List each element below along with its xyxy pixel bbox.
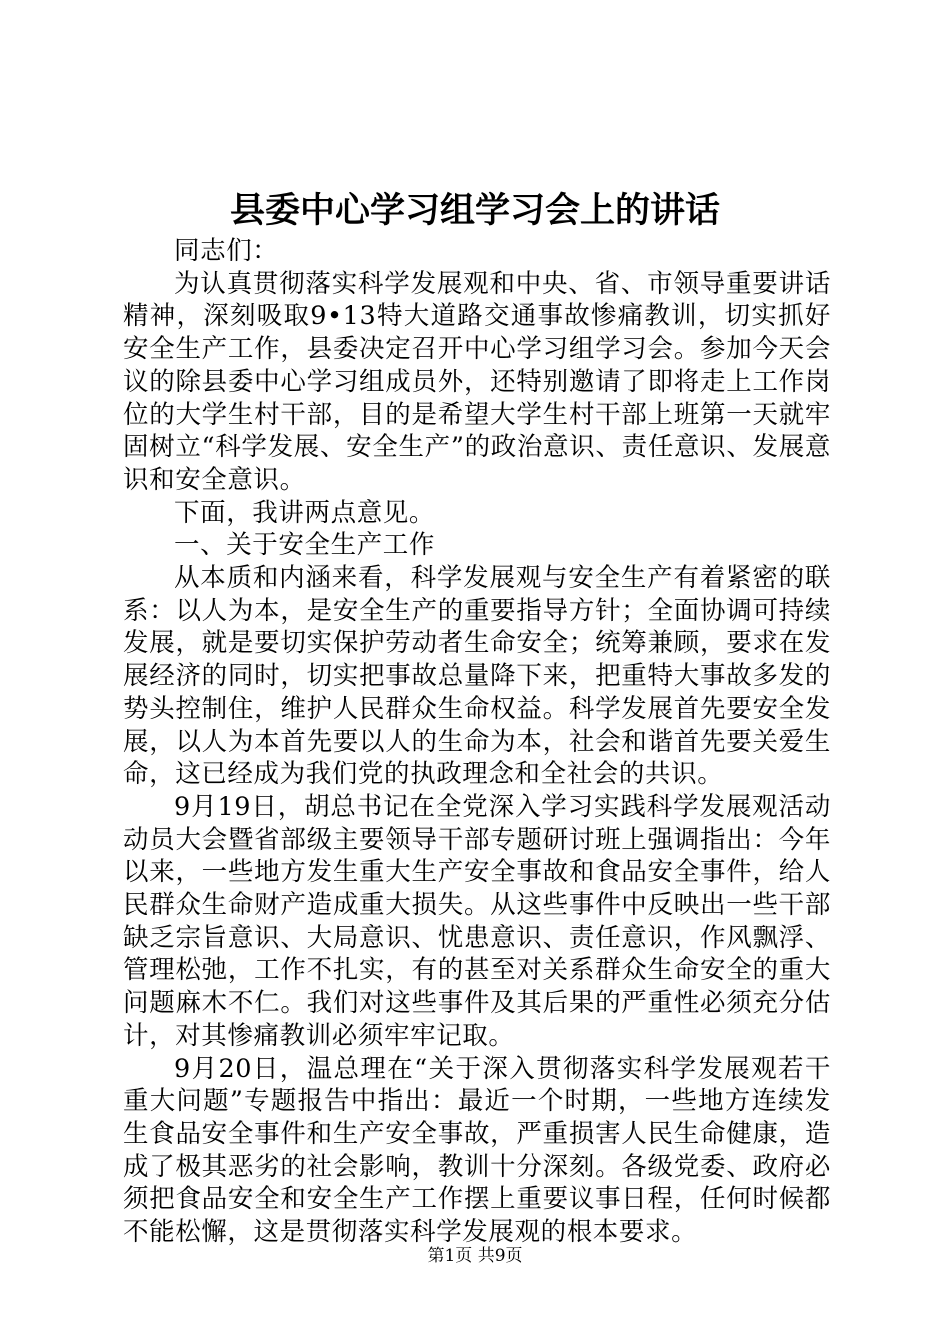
outline-paragraph: 下面，我讲两点意见。 xyxy=(174,497,436,528)
document-title: 县委中心学习组学习会上的讲话 xyxy=(229,190,720,231)
body-paragraph: 9月19日，胡总书记在全党深入学习实践科学发展观活动动员大会暨省部级主要领导干部专题研讨班上强调指出：今年以来，一些地方发生重大生产安全事故和食品安全事件，给人民群众生命财产造成重大损失。从这些事件中反映出一些干部缺乏宗旨意识、大局意识、忧患意识、责任意识，作风飘浮、管理松弛，工作不扎实，有的甚至对关系群众生命安全的重大问题麻木不仁。我们对这些事件及其后果的严重性必须充分估计，对其惨痛教训必须牢牢记取。 xyxy=(123,791,831,1051)
document-body xyxy=(123,235,831,1249)
section-heading: 一、关于安全生产工作 xyxy=(174,530,436,561)
intro-paragraph: 为认真贯彻落实科学发展观和中央、省、市领导重要讲话精神，深刻吸取9•13特大道路交通事故惨痛教训，切实抓好安全生产工作，县委决定召开中心学习组学习会。参加今天会议的除县委中心学习组成员外，还特别邀请了即将走上工作岗位的大学生村干部，目的是希望大学生村干部上班第一天就牢固树立“科学发展、安全生产”的政治意识、责任意识、发展意识和安全意识。 xyxy=(123,268,831,495)
page-number-footer: 第1页 共9页 xyxy=(427,1246,523,1266)
body-paragraph: 从本质和内涵来看，科学发展观与安全生产有着紧密的联系：以人为本，是安全生产的重要指导方针；全面协调可持续发展，就是要切实保护劳动者生命安全；统筹兼顾，要求在发展经济的同时，切实把事故总量降下来，把重特大事故多发的势头控制住，维护人民群众生命权益。科学发展首先要安全发展，以人为本首先要以人的生命为本，社会和谐首先要关爱生命，这已经成为我们党的执政理念和全社会的共识。 xyxy=(123,563,831,790)
salutation-paragraph: 同志们： xyxy=(174,236,279,266)
body-paragraph: 9月20日，温总理在“关于深入贯彻落实科学发展观若干重大问题”专题报告中指出：最近一个时期，一些地方连续发生食品安全事件和生产安全事故，严重损害人民生命健康，造成了极其恶劣的社会影响，教训十分深刻。各级党委、政府必须把食品安全和安全生产工作摆上重要议事日程，任何时候都不能松懈，这是贯彻落实科学发展观的根本要求。 xyxy=(123,1053,831,1248)
